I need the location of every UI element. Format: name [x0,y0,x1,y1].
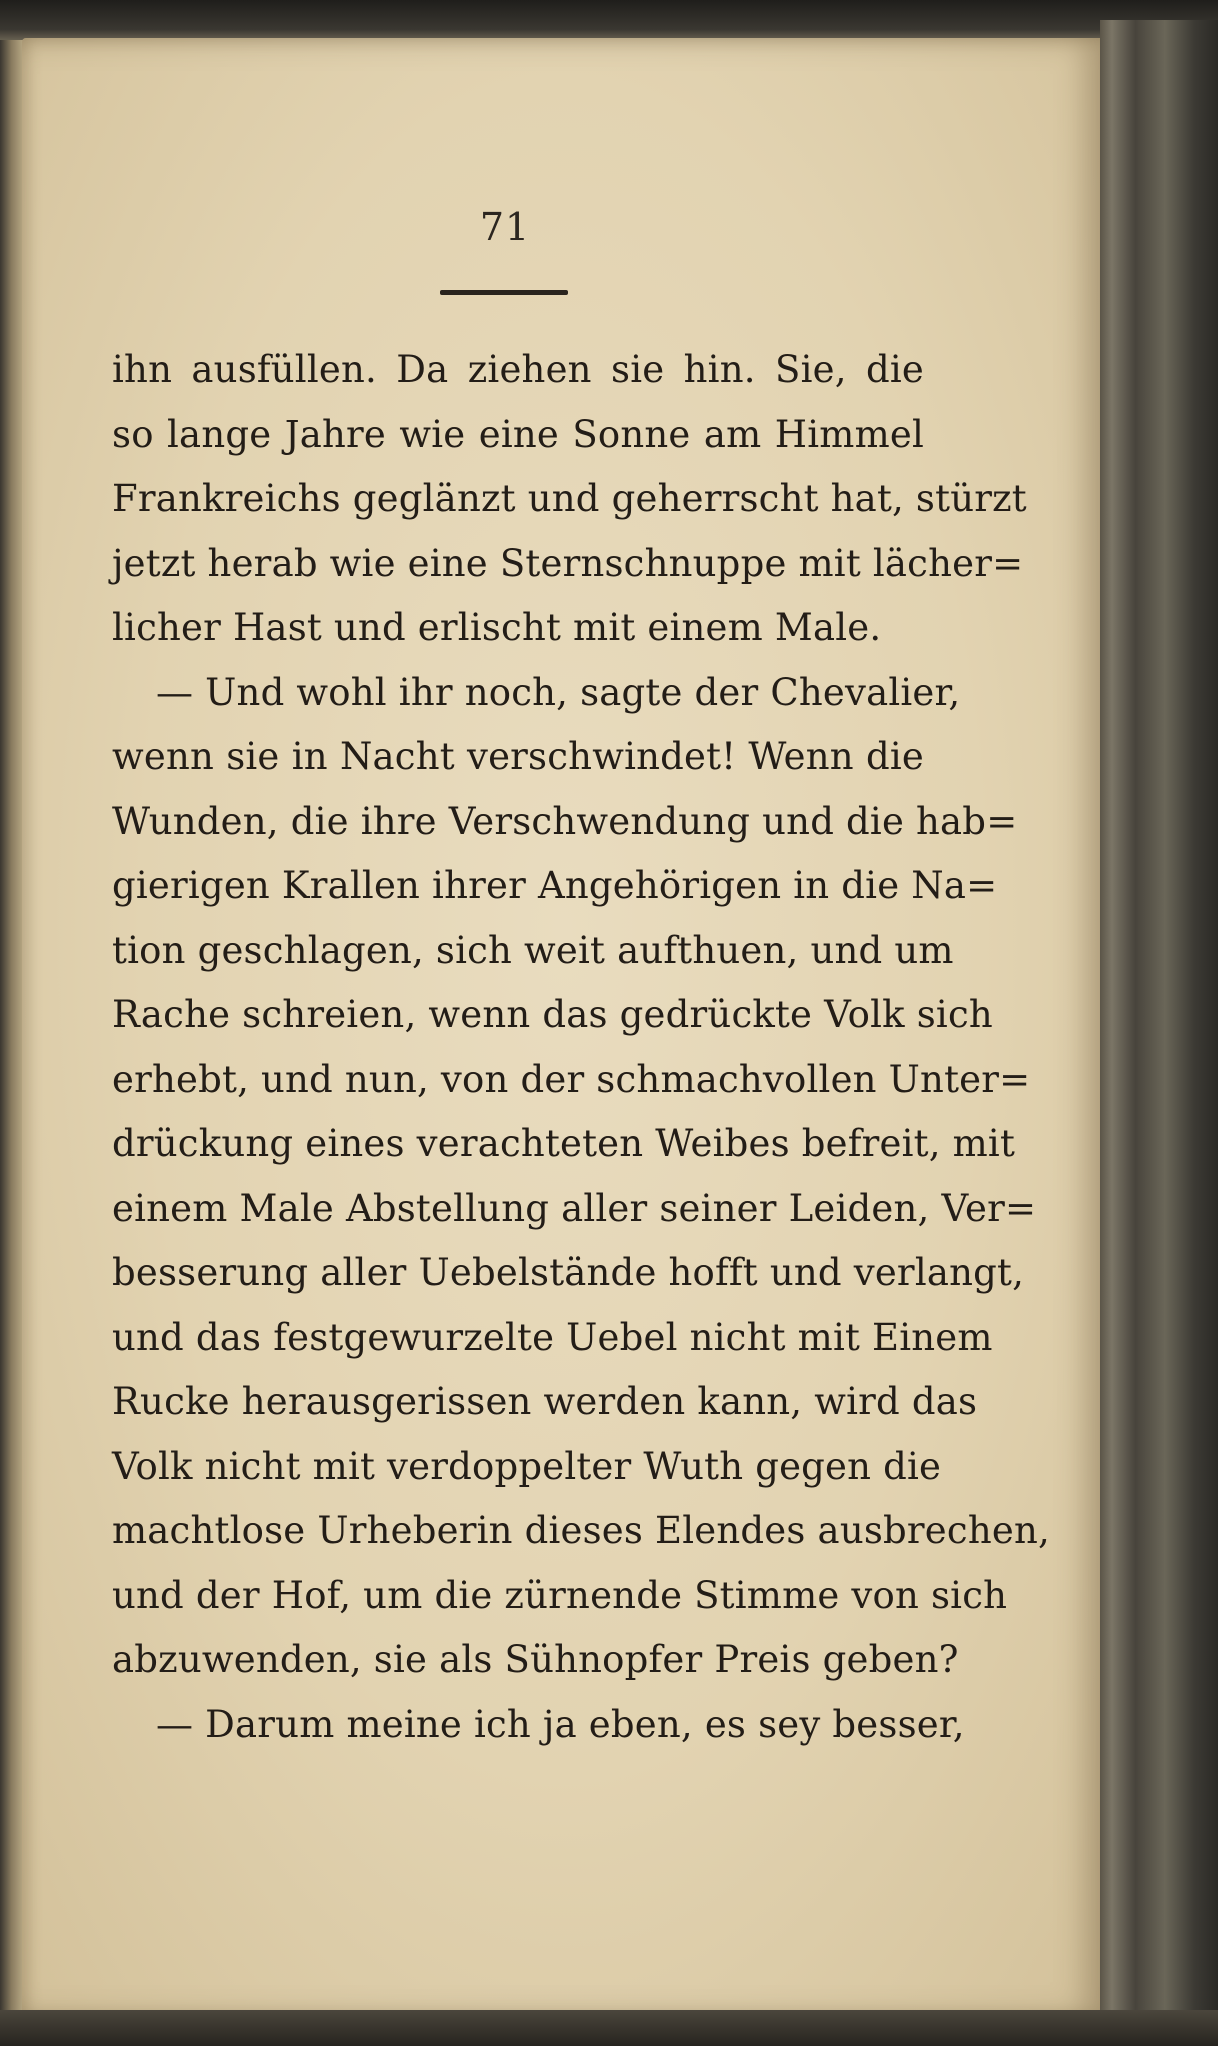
header-rule [440,290,568,295]
text-line: gierigen Krallen ihrer Angehörigen in die Na= [112,864,998,907]
text-line: Frankreichs geglänzt und geherrscht hat, stürzt [112,477,1027,520]
text-line: ihn ausfüllen. Da ziehen sie hin. Sie, die [112,348,924,391]
text-line: machtlose Urheberin dieses Elendes ausbrechen, [112,1509,1050,1552]
text-line: Rucke herausgerissen werden kann, wird das [112,1380,978,1423]
body-text [112,338,1050,1757]
page-number: 71 [479,205,531,249]
text-line: und der Hof, um die zürnende Stimme von sich [112,1573,1008,1617]
text-line: Wunden, die ihre Verschwendung und die hab= [112,799,1018,843]
text-line: jetzt herab wie eine Sternschnuppe mit lächer= [112,541,1024,585]
text-line: tion geschlagen, sich weit aufthuen, und um [112,928,954,972]
text-line: erhebt, und nun, von der schmachvollen Unter= [112,1057,1031,1101]
text-line: Rache schreien, wenn das gedrückte Volk sich [112,993,993,1036]
book-page-edges [1100,20,1218,2020]
text-line: Volk nicht mit verdoppelter Wuth gegen die [112,1444,942,1488]
text-line: abzuwenden, sie als Sühnopfer Preis geben? [112,1638,959,1681]
text-line: — Und wohl ihr noch, sagte der Chevalier, [156,670,961,714]
text-line: so lange Jahre wie eine Sonne am Himmel [112,412,924,456]
text-line: wenn sie in Nacht verschwindet! Wenn die [112,735,924,778]
text-line: und das festgewurzelte Uebel nicht mit Einem [112,1315,993,1359]
text-line: — Darum meine ich ja eben, es sey besser, [156,1702,965,1746]
text-line: einem Male Abstellung aller seiner Leiden, Ver= [112,1186,1037,1230]
text-line: besserung aller Uebelstände hofft und verlangt, [112,1251,1025,1294]
book-bottom-edge [0,2010,1218,2046]
text-line: licher Hast und erlischt mit einem Male. [112,606,882,649]
text-line: drückung eines verachteten Weibes befreit, mit [112,1122,1016,1165]
book-top-edge [0,0,1218,42]
